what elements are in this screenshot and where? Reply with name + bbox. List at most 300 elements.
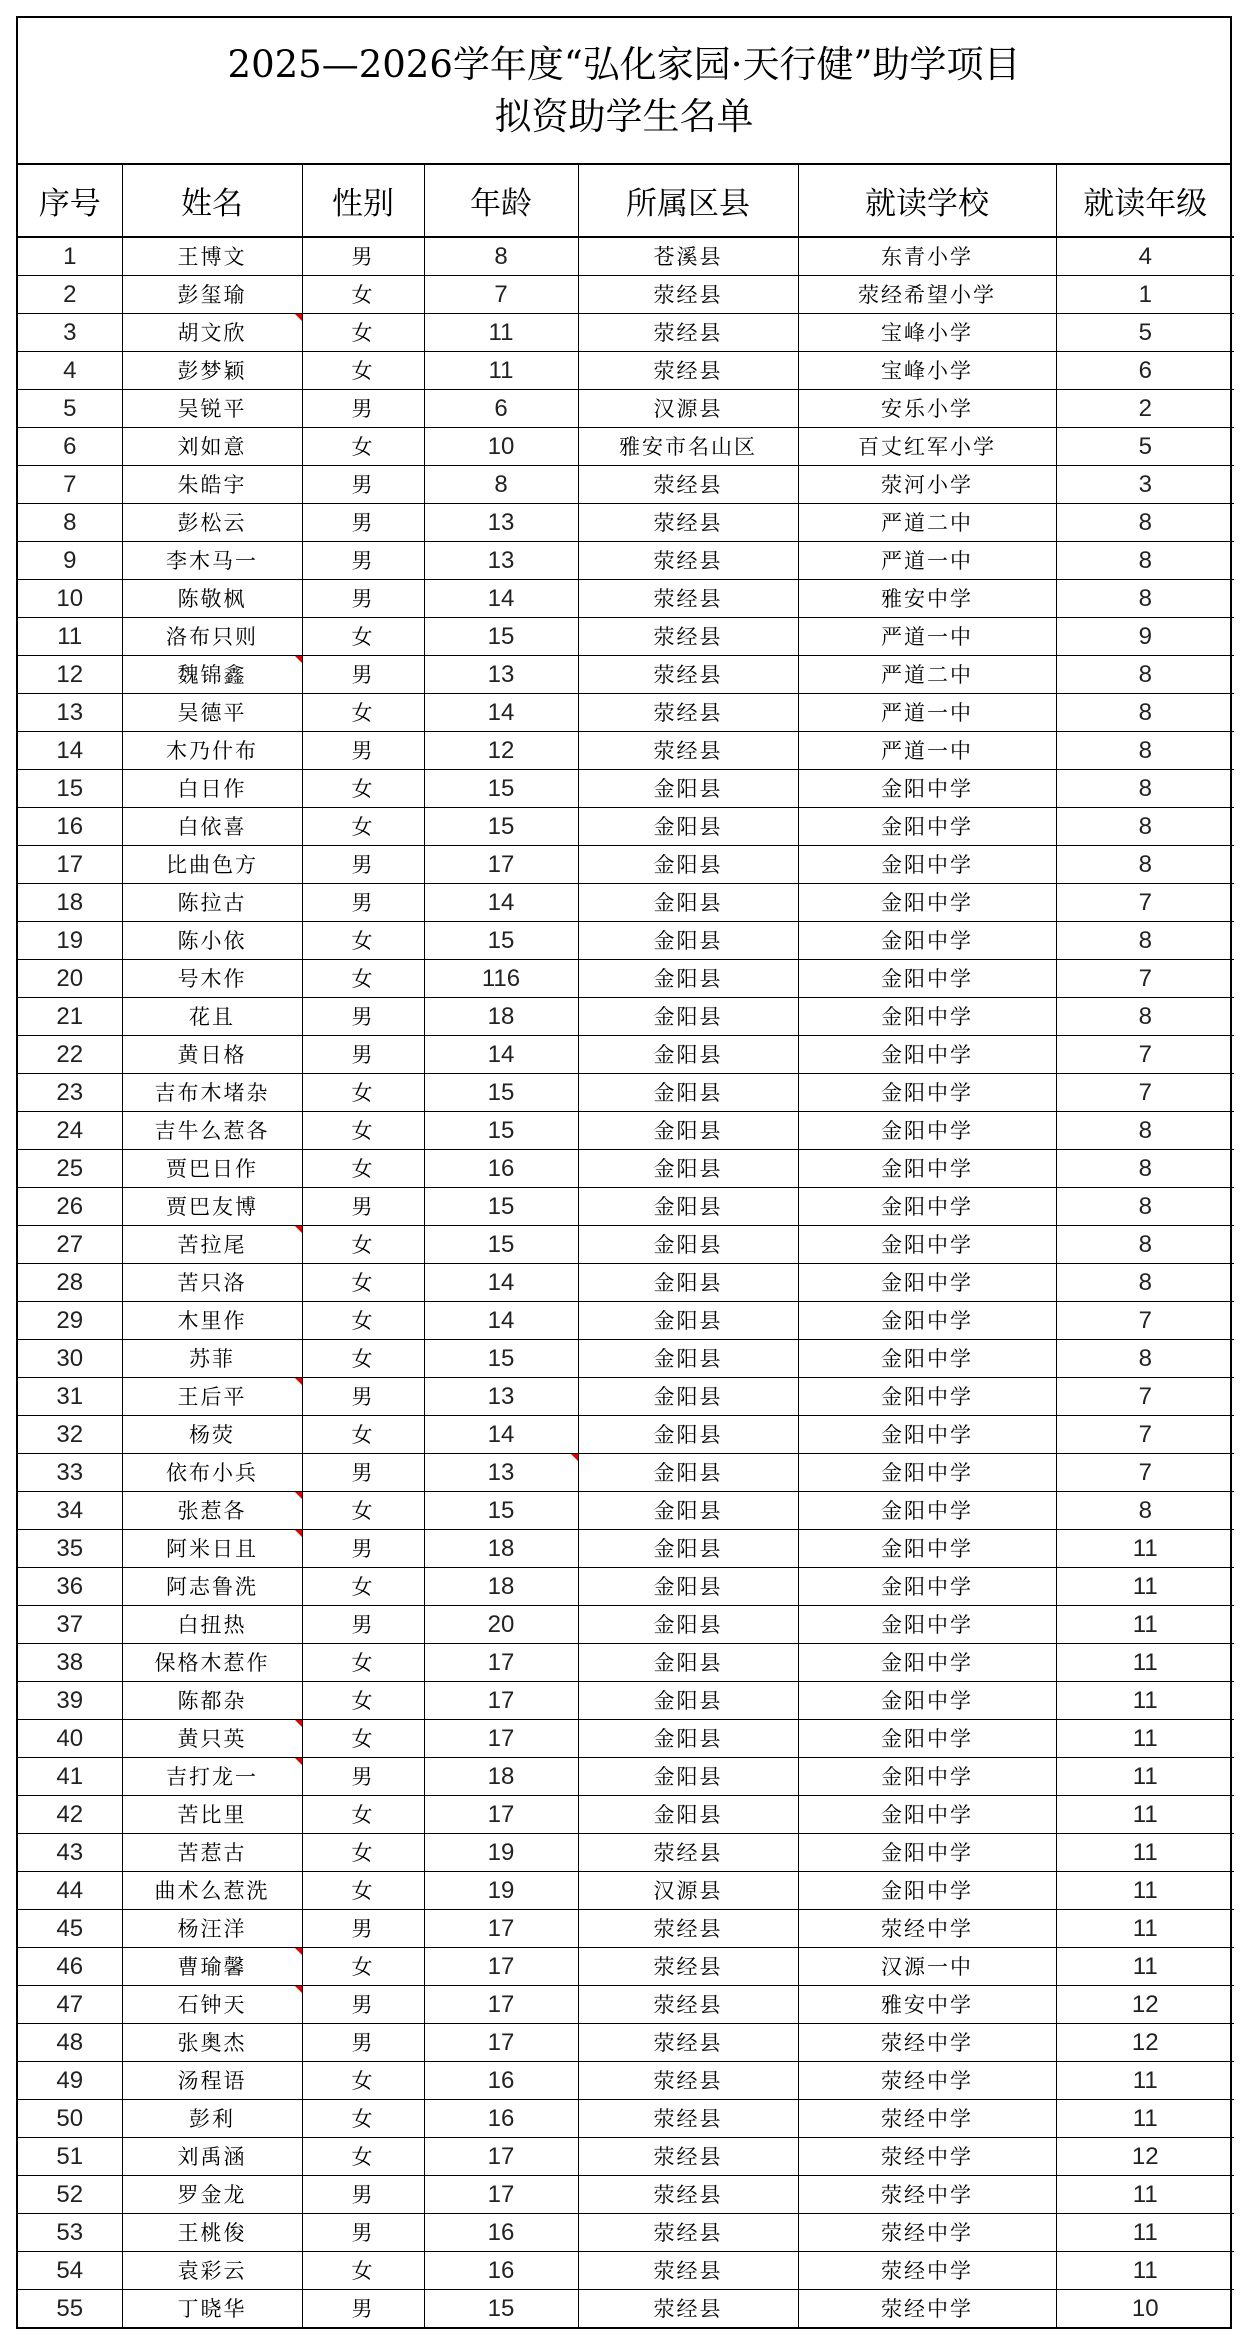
- cell-age[interactable]: [424, 884, 578, 922]
- cell-age[interactable]: [424, 1834, 578, 1872]
- cell-gender[interactable]: [302, 846, 424, 884]
- cell-school[interactable]: [798, 1720, 1056, 1758]
- cell-age[interactable]: [424, 1378, 578, 1416]
- cell-name[interactable]: [122, 1568, 302, 1606]
- cell-no[interactable]: [18, 2252, 122, 2290]
- cell-grade[interactable]: [1056, 1036, 1234, 1074]
- cell-name[interactable]: [122, 1948, 302, 1986]
- cell-name[interactable]: [122, 1834, 302, 1872]
- cell-grade[interactable]: [1056, 1150, 1234, 1188]
- cell-county[interactable]: [578, 1796, 798, 1834]
- cell-school[interactable]: [798, 1074, 1056, 1112]
- cell-county[interactable]: [578, 2100, 798, 2138]
- cell-gender[interactable]: [302, 1416, 424, 1454]
- cell-no[interactable]: [18, 2100, 122, 2138]
- cell-name[interactable]: [122, 276, 302, 314]
- cell-grade[interactable]: [1056, 998, 1234, 1036]
- cell-gender[interactable]: [302, 428, 424, 466]
- cell-age[interactable]: [424, 732, 578, 770]
- cell-county[interactable]: [578, 1416, 798, 1454]
- cell-grade[interactable]: [1056, 1644, 1234, 1682]
- cell-gender[interactable]: [302, 1948, 424, 1986]
- cell-school[interactable]: [798, 1340, 1056, 1378]
- cell-no[interactable]: [18, 466, 122, 504]
- cell-grade[interactable]: [1056, 1530, 1234, 1568]
- cell-gender[interactable]: [302, 2290, 424, 2328]
- cell-grade[interactable]: [1056, 390, 1234, 428]
- cell-name[interactable]: [122, 1872, 302, 1910]
- cell-county[interactable]: [578, 732, 798, 770]
- cell-no[interactable]: [18, 314, 122, 352]
- cell-county[interactable]: [578, 542, 798, 580]
- cell-name[interactable]: [122, 884, 302, 922]
- cell-school[interactable]: [798, 656, 1056, 694]
- cell-no[interactable]: [18, 732, 122, 770]
- cell-no[interactable]: [18, 1834, 122, 1872]
- cell-grade[interactable]: [1056, 2214, 1234, 2252]
- cell-no[interactable]: [18, 1416, 122, 1454]
- cell-name[interactable]: [122, 428, 302, 466]
- cell-school[interactable]: [798, 504, 1056, 542]
- cell-no[interactable]: [18, 1530, 122, 1568]
- cell-no[interactable]: [18, 390, 122, 428]
- cell-name[interactable]: [122, 580, 302, 618]
- cell-no[interactable]: [18, 1948, 122, 1986]
- cell-no[interactable]: [18, 1454, 122, 1492]
- cell-no[interactable]: [18, 1720, 122, 1758]
- cell-county[interactable]: [578, 2290, 798, 2328]
- cell-age[interactable]: [424, 1416, 578, 1454]
- cell-name[interactable]: [122, 2100, 302, 2138]
- cell-age[interactable]: [424, 466, 578, 504]
- cell-age[interactable]: [424, 1492, 578, 1530]
- cell-gender[interactable]: [302, 1074, 424, 1112]
- cell-school[interactable]: [798, 1150, 1056, 1188]
- cell-no[interactable]: [18, 352, 122, 390]
- cell-age[interactable]: [424, 1264, 578, 1302]
- cell-age[interactable]: [424, 1644, 578, 1682]
- cell-school[interactable]: [798, 1226, 1056, 1264]
- cell-age[interactable]: [424, 2024, 578, 2062]
- cell-grade[interactable]: [1056, 237, 1234, 276]
- cell-gender[interactable]: [302, 618, 424, 656]
- cell-school[interactable]: [798, 1112, 1056, 1150]
- cell-name[interactable]: [122, 808, 302, 846]
- cell-age[interactable]: [424, 2290, 578, 2328]
- cell-school[interactable]: [798, 1834, 1056, 1872]
- cell-name[interactable]: [122, 770, 302, 808]
- cell-age[interactable]: [424, 656, 578, 694]
- cell-grade[interactable]: [1056, 580, 1234, 618]
- cell-gender[interactable]: [302, 1910, 424, 1948]
- cell-school[interactable]: [798, 1796, 1056, 1834]
- cell-gender[interactable]: [302, 2252, 424, 2290]
- cell-age[interactable]: [424, 618, 578, 656]
- cell-grade[interactable]: [1056, 1834, 1234, 1872]
- cell-no[interactable]: [18, 2176, 122, 2214]
- cell-gender[interactable]: [302, 1226, 424, 1264]
- cell-gender[interactable]: [302, 1264, 424, 1302]
- cell-school[interactable]: [798, 1758, 1056, 1796]
- cell-name[interactable]: [122, 922, 302, 960]
- cell-gender[interactable]: [302, 352, 424, 390]
- cell-grade[interactable]: [1056, 694, 1234, 732]
- cell-county[interactable]: [578, 770, 798, 808]
- cell-school[interactable]: [798, 694, 1056, 732]
- cell-county[interactable]: [578, 314, 798, 352]
- cell-school[interactable]: [798, 1910, 1056, 1948]
- cell-age[interactable]: [424, 1796, 578, 1834]
- cell-grade[interactable]: [1056, 1340, 1234, 1378]
- cell-gender[interactable]: [302, 466, 424, 504]
- cell-age[interactable]: [424, 1758, 578, 1796]
- cell-name[interactable]: [122, 694, 302, 732]
- cell-grade[interactable]: [1056, 846, 1234, 884]
- cell-county[interactable]: [578, 466, 798, 504]
- cell-no[interactable]: [18, 808, 122, 846]
- cell-county[interactable]: [578, 2176, 798, 2214]
- cell-name[interactable]: [122, 1074, 302, 1112]
- cell-grade[interactable]: [1056, 1796, 1234, 1834]
- cell-name[interactable]: [122, 314, 302, 352]
- cell-grade[interactable]: [1056, 314, 1234, 352]
- cell-school[interactable]: [798, 998, 1056, 1036]
- cell-county[interactable]: [578, 237, 798, 276]
- cell-school[interactable]: [798, 1948, 1056, 1986]
- cell-no[interactable]: [18, 2214, 122, 2252]
- cell-school[interactable]: [798, 276, 1056, 314]
- cell-school[interactable]: [798, 1606, 1056, 1644]
- cell-gender[interactable]: [302, 1340, 424, 1378]
- cell-grade[interactable]: [1056, 1302, 1234, 1340]
- cell-name[interactable]: [122, 1758, 302, 1796]
- cell-name[interactable]: [122, 542, 302, 580]
- cell-gender[interactable]: [302, 276, 424, 314]
- cell-no[interactable]: [18, 770, 122, 808]
- cell-grade[interactable]: [1056, 1074, 1234, 1112]
- cell-no[interactable]: [18, 1074, 122, 1112]
- cell-grade[interactable]: [1056, 2252, 1234, 2290]
- cell-school[interactable]: [798, 390, 1056, 428]
- cell-school[interactable]: [798, 846, 1056, 884]
- cell-age[interactable]: [424, 1682, 578, 1720]
- cell-school[interactable]: [798, 884, 1056, 922]
- cell-county[interactable]: [578, 2252, 798, 2290]
- cell-grade[interactable]: [1056, 276, 1234, 314]
- cell-name[interactable]: [122, 1910, 302, 1948]
- cell-school[interactable]: [798, 1036, 1056, 1074]
- cell-no[interactable]: [18, 2024, 122, 2062]
- cell-no[interactable]: [18, 1378, 122, 1416]
- cell-school[interactable]: [798, 2290, 1056, 2328]
- cell-gender[interactable]: [302, 2176, 424, 2214]
- cell-name[interactable]: [122, 1036, 302, 1074]
- cell-age[interactable]: [424, 808, 578, 846]
- comment-indicator-icon[interactable]: [295, 1492, 302, 1499]
- cell-gender[interactable]: [302, 770, 424, 808]
- cell-school[interactable]: [798, 1264, 1056, 1302]
- cell-age[interactable]: [424, 580, 578, 618]
- cell-name[interactable]: [122, 1416, 302, 1454]
- cell-no[interactable]: [18, 580, 122, 618]
- cell-no[interactable]: [18, 998, 122, 1036]
- cell-name[interactable]: [122, 2214, 302, 2252]
- cell-gender[interactable]: [302, 390, 424, 428]
- cell-name[interactable]: [122, 656, 302, 694]
- cell-county[interactable]: [578, 580, 798, 618]
- cell-county[interactable]: [578, 1074, 798, 1112]
- cell-gender[interactable]: [302, 1872, 424, 1910]
- cell-age[interactable]: [424, 1872, 578, 1910]
- cell-gender[interactable]: [302, 1302, 424, 1340]
- cell-gender[interactable]: [302, 1454, 424, 1492]
- cell-age[interactable]: [424, 1910, 578, 1948]
- cell-name[interactable]: [122, 1264, 302, 1302]
- cell-age[interactable]: [424, 2176, 578, 2214]
- header-no[interactable]: 序号: [18, 165, 122, 237]
- cell-no[interactable]: [18, 1644, 122, 1682]
- cell-gender[interactable]: [302, 1492, 424, 1530]
- cell-grade[interactable]: [1056, 732, 1234, 770]
- cell-county[interactable]: [578, 1644, 798, 1682]
- cell-age[interactable]: [424, 1986, 578, 2024]
- cell-age[interactable]: [424, 1568, 578, 1606]
- cell-name[interactable]: [122, 2176, 302, 2214]
- cell-name[interactable]: [122, 2138, 302, 2176]
- cell-school[interactable]: [798, 1872, 1056, 1910]
- comment-indicator-icon[interactable]: [295, 1226, 302, 1233]
- cell-gender[interactable]: [302, 1986, 424, 2024]
- header-age[interactable]: 年龄: [424, 165, 578, 237]
- cell-name[interactable]: [122, 352, 302, 390]
- cell-age[interactable]: [424, 1226, 578, 1264]
- cell-gender[interactable]: [302, 1758, 424, 1796]
- cell-grade[interactable]: [1056, 656, 1234, 694]
- cell-county[interactable]: [578, 1150, 798, 1188]
- cell-county[interactable]: [578, 2138, 798, 2176]
- cell-age[interactable]: [424, 1074, 578, 1112]
- cell-name[interactable]: [122, 237, 302, 276]
- cell-county[interactable]: [578, 1910, 798, 1948]
- cell-county[interactable]: [578, 1872, 798, 1910]
- cell-county[interactable]: [578, 1340, 798, 1378]
- cell-name[interactable]: [122, 2024, 302, 2062]
- cell-no[interactable]: [18, 542, 122, 580]
- cell-school[interactable]: [798, 580, 1056, 618]
- cell-name[interactable]: [122, 1150, 302, 1188]
- cell-no[interactable]: [18, 1758, 122, 1796]
- cell-school[interactable]: [798, 732, 1056, 770]
- cell-gender[interactable]: [302, 1682, 424, 1720]
- cell-no[interactable]: [18, 1226, 122, 1264]
- cell-school[interactable]: [798, 1302, 1056, 1340]
- cell-gender[interactable]: [302, 1644, 424, 1682]
- cell-gender[interactable]: [302, 1530, 424, 1568]
- cell-age[interactable]: [424, 2138, 578, 2176]
- cell-county[interactable]: [578, 1302, 798, 1340]
- cell-school[interactable]: [798, 237, 1056, 276]
- cell-no[interactable]: [18, 1796, 122, 1834]
- cell-age[interactable]: [424, 1454, 578, 1492]
- cell-county[interactable]: [578, 2214, 798, 2252]
- cell-grade[interactable]: [1056, 2290, 1234, 2328]
- cell-age[interactable]: [424, 1036, 578, 1074]
- cell-gender[interactable]: [302, 2100, 424, 2138]
- cell-grade[interactable]: [1056, 884, 1234, 922]
- cell-age[interactable]: [424, 1606, 578, 1644]
- cell-name[interactable]: [122, 1530, 302, 1568]
- comment-indicator-icon[interactable]: [295, 1986, 302, 1993]
- cell-county[interactable]: [578, 2024, 798, 2062]
- cell-age[interactable]: [424, 1150, 578, 1188]
- cell-name[interactable]: [122, 2062, 302, 2100]
- comment-indicator-icon[interactable]: [295, 656, 302, 663]
- cell-grade[interactable]: [1056, 1226, 1234, 1264]
- cell-county[interactable]: [578, 1606, 798, 1644]
- cell-gender[interactable]: [302, 960, 424, 998]
- cell-no[interactable]: [18, 694, 122, 732]
- cell-grade[interactable]: [1056, 1682, 1234, 1720]
- comment-indicator-icon[interactable]: [295, 1720, 302, 1727]
- cell-name[interactable]: [122, 998, 302, 1036]
- cell-name[interactable]: [122, 390, 302, 428]
- cell-county[interactable]: [578, 1834, 798, 1872]
- cell-gender[interactable]: [302, 580, 424, 618]
- cell-county[interactable]: [578, 1492, 798, 1530]
- header-school[interactable]: 就读学校: [798, 165, 1056, 237]
- cell-gender[interactable]: [302, 1606, 424, 1644]
- cell-name[interactable]: [122, 1644, 302, 1682]
- cell-grade[interactable]: [1056, 1872, 1234, 1910]
- cell-name[interactable]: [122, 1986, 302, 2024]
- cell-county[interactable]: [578, 998, 798, 1036]
- cell-school[interactable]: [798, 1378, 1056, 1416]
- cell-name[interactable]: [122, 1796, 302, 1834]
- cell-age[interactable]: [424, 1948, 578, 1986]
- comment-indicator-icon[interactable]: [571, 1454, 578, 1461]
- header-grade[interactable]: 就读年级: [1056, 165, 1234, 237]
- cell-school[interactable]: [798, 314, 1056, 352]
- cell-gender[interactable]: [302, 2138, 424, 2176]
- cell-school[interactable]: [798, 542, 1056, 580]
- cell-age[interactable]: [424, 998, 578, 1036]
- cell-gender[interactable]: [302, 1834, 424, 1872]
- cell-grade[interactable]: [1056, 618, 1234, 656]
- cell-grade[interactable]: [1056, 770, 1234, 808]
- cell-gender[interactable]: [302, 1036, 424, 1074]
- cell-grade[interactable]: [1056, 1720, 1234, 1758]
- cell-school[interactable]: [798, 808, 1056, 846]
- cell-school[interactable]: [798, 618, 1056, 656]
- cell-county[interactable]: [578, 1454, 798, 1492]
- cell-grade[interactable]: [1056, 542, 1234, 580]
- cell-gender[interactable]: [302, 998, 424, 1036]
- cell-name[interactable]: [122, 1378, 302, 1416]
- cell-grade[interactable]: [1056, 2100, 1234, 2138]
- cell-grade[interactable]: [1056, 1378, 1234, 1416]
- cell-county[interactable]: [578, 808, 798, 846]
- cell-county[interactable]: [578, 2062, 798, 2100]
- cell-school[interactable]: [798, 1492, 1056, 1530]
- cell-age[interactable]: [424, 960, 578, 998]
- cell-age[interactable]: [424, 1112, 578, 1150]
- cell-no[interactable]: [18, 922, 122, 960]
- cell-grade[interactable]: [1056, 2138, 1234, 2176]
- cell-name[interactable]: [122, 2252, 302, 2290]
- cell-gender[interactable]: [302, 732, 424, 770]
- cell-county[interactable]: [578, 960, 798, 998]
- cell-grade[interactable]: [1056, 504, 1234, 542]
- cell-no[interactable]: [18, 1150, 122, 1188]
- cell-county[interactable]: [578, 504, 798, 542]
- cell-school[interactable]: [798, 2214, 1056, 2252]
- comment-indicator-icon[interactable]: [295, 1530, 302, 1537]
- cell-grade[interactable]: [1056, 1454, 1234, 1492]
- cell-gender[interactable]: [302, 2214, 424, 2252]
- cell-school[interactable]: [798, 2138, 1056, 2176]
- cell-no[interactable]: [18, 1188, 122, 1226]
- cell-name[interactable]: [122, 732, 302, 770]
- cell-grade[interactable]: [1056, 428, 1234, 466]
- cell-age[interactable]: [424, 504, 578, 542]
- cell-no[interactable]: [18, 1036, 122, 1074]
- cell-no[interactable]: [18, 1302, 122, 1340]
- cell-county[interactable]: [578, 1378, 798, 1416]
- cell-gender[interactable]: [302, 2024, 424, 2062]
- cell-gender[interactable]: [302, 884, 424, 922]
- cell-grade[interactable]: [1056, 808, 1234, 846]
- cell-name[interactable]: [122, 1682, 302, 1720]
- cell-no[interactable]: [18, 276, 122, 314]
- cell-no[interactable]: [18, 2062, 122, 2100]
- comment-indicator-icon[interactable]: [295, 1378, 302, 1385]
- cell-name[interactable]: [122, 960, 302, 998]
- cell-gender[interactable]: [302, 1568, 424, 1606]
- cell-grade[interactable]: [1056, 1492, 1234, 1530]
- cell-gender[interactable]: [302, 1150, 424, 1188]
- cell-no[interactable]: [18, 1872, 122, 1910]
- cell-grade[interactable]: [1056, 2062, 1234, 2100]
- cell-gender[interactable]: [302, 1188, 424, 1226]
- cell-gender[interactable]: [302, 1378, 424, 1416]
- cell-county[interactable]: [578, 1758, 798, 1796]
- cell-name[interactable]: [122, 504, 302, 542]
- cell-school[interactable]: [798, 960, 1056, 998]
- cell-age[interactable]: [424, 770, 578, 808]
- cell-school[interactable]: [798, 428, 1056, 466]
- cell-gender[interactable]: [302, 656, 424, 694]
- cell-gender[interactable]: [302, 1112, 424, 1150]
- cell-school[interactable]: [798, 2176, 1056, 2214]
- cell-grade[interactable]: [1056, 352, 1234, 390]
- cell-age[interactable]: [424, 314, 578, 352]
- cell-county[interactable]: [578, 1112, 798, 1150]
- cell-gender[interactable]: [302, 314, 424, 352]
- cell-name[interactable]: [122, 1454, 302, 1492]
- comment-indicator-icon[interactable]: [295, 1758, 302, 1765]
- cell-no[interactable]: [18, 960, 122, 998]
- cell-county[interactable]: [578, 276, 798, 314]
- cell-age[interactable]: [424, 2252, 578, 2290]
- cell-name[interactable]: [122, 846, 302, 884]
- cell-gender[interactable]: [302, 1720, 424, 1758]
- cell-age[interactable]: [424, 2214, 578, 2252]
- cell-name[interactable]: [122, 1112, 302, 1150]
- header-gender[interactable]: 性别: [302, 165, 424, 237]
- cell-gender[interactable]: [302, 542, 424, 580]
- cell-age[interactable]: [424, 694, 578, 732]
- cell-county[interactable]: [578, 1682, 798, 1720]
